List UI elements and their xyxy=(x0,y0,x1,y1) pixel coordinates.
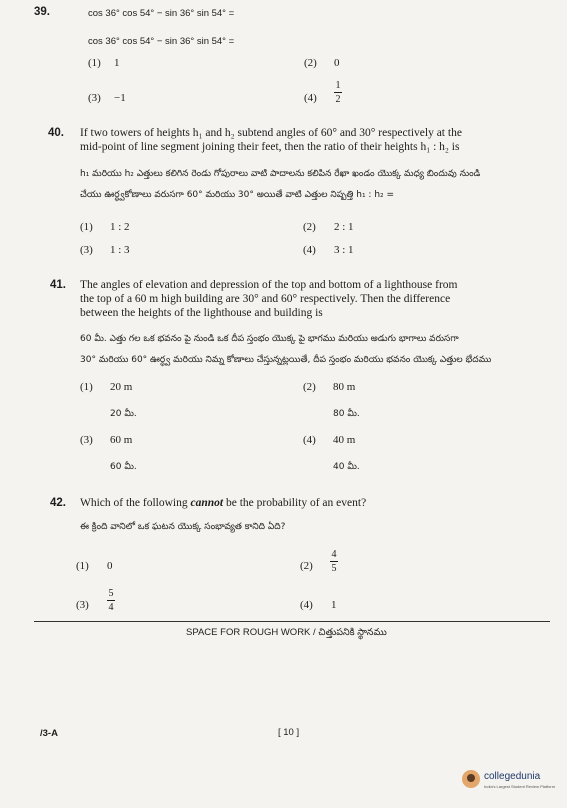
fraction xyxy=(334,80,342,105)
option-value-telugu: 20 మీ. xyxy=(110,409,137,419)
question-text-telugu: cos 36° cos 54° − sin 36° sin 54° = xyxy=(88,36,235,47)
option-label: (3) xyxy=(80,434,93,446)
page-number: [ 10 ] xyxy=(278,727,300,738)
question-text: cos 36° cos 54° − sin 36° sin 54° = xyxy=(88,8,235,19)
question-text-post: be the probability of an event? xyxy=(223,497,367,509)
fraction-numerator: 4 xyxy=(331,549,337,560)
option-value-telugu: 80 మీ. xyxy=(333,409,360,419)
fraction-denominator: 4 xyxy=(108,602,114,613)
question-text-emphasis: cannot xyxy=(190,497,224,509)
option-value: 0 xyxy=(334,57,340,69)
question-text-telugu-line: h₁ మరియు h₂ ఎత్తులు కలిగిన రెండు గోపురాలు వాటి పాదాలను కలిపిన రేఖా ఖండం యొక్క మధ్య బిందువు నుండి xyxy=(80,169,481,179)
booklet-code: /3-A xyxy=(40,728,58,739)
option-value-telugu: 40 మీ. xyxy=(333,462,360,472)
option-label: (2) xyxy=(303,221,316,233)
option-value-telugu: 60 మీ. xyxy=(110,462,137,472)
question-text-pre: Which of the following xyxy=(80,497,191,509)
question-text-line: The angles of elevation and depression of the top and bottom of a lighthouse from xyxy=(80,279,458,291)
option-label: (4) xyxy=(300,599,313,611)
fraction xyxy=(330,549,338,574)
option-label: (1) xyxy=(80,381,93,393)
option-label: (4) xyxy=(304,92,317,104)
watermark-brand: collegedunia xyxy=(484,771,541,782)
question-text-telugu-line: చేయు ఊర్ధ్వకోణాలు వరుసగా 60° మరియు 30° అయితే వాటి ఎత్తుల నిష్పత్తి h₁ : h₂ = xyxy=(80,190,395,200)
watermark xyxy=(462,770,480,788)
option-label: (1) xyxy=(76,560,89,572)
option-label: (3) xyxy=(80,244,93,256)
fraction-numerator: 5 xyxy=(108,588,114,599)
option-label: (2) xyxy=(300,560,313,572)
question-text-telugu-line: 60 మీ. ఎత్తు గల ఒక భవనం పై నుండి ఒక దీప స్తంభం యొక్క పై భాగము మరియు అడుగు భాగాలు వరుసగా xyxy=(80,334,459,344)
fraction-denominator: 5 xyxy=(331,563,337,574)
question-text-telugu: ఈ క్రింది వానిలో ఒక ఘటన యొక్క సంభావ్యత కానిది ఏది? xyxy=(80,522,286,532)
option-label: (2) xyxy=(304,57,317,69)
question-text-line: mid-point of line segment joining their feet, then the ratio of their heights h₁ : h₂ is xyxy=(80,141,460,153)
question-text-telugu-line: 30° మరియు 60° ఊర్ధ్వ మరియు నిమ్న కోణాలు చేస్తున్నట్లయితే, దీప స్తంభం మరియు భవనం యొక్క ఎత్తుల భేదము xyxy=(80,355,492,365)
option-value: 2 : 1 xyxy=(334,221,354,233)
question-number: 41. xyxy=(50,279,66,291)
option-value: 3 : 1 xyxy=(334,244,354,256)
option-value: 20 m xyxy=(110,381,133,393)
option-value: −1 xyxy=(114,92,126,104)
option-value: 60 m xyxy=(110,434,133,446)
divider xyxy=(34,621,550,622)
question-text-line: If two towers of heights h₁ and h₂ subtend angles of 60° and 30° respectively at the xyxy=(80,127,462,139)
option-label: (3) xyxy=(76,599,89,611)
option-value: 1 xyxy=(331,599,337,611)
option-label: (4) xyxy=(303,434,316,446)
fraction-denominator: 2 xyxy=(335,94,341,105)
option-value: 1 : 2 xyxy=(110,221,130,233)
fraction xyxy=(107,588,115,613)
question-number: 39. xyxy=(34,6,50,18)
option-value: 80 m xyxy=(333,381,356,393)
option-value: 1 : 3 xyxy=(110,244,130,256)
option-label: (1) xyxy=(88,57,101,69)
option-label: (3) xyxy=(88,92,101,104)
watermark-tagline: India's Largest Student Review Platform xyxy=(484,784,556,789)
question-text-line: the top of a 60 m high building are 30° and 60° respectively. Then the difference xyxy=(80,293,451,305)
option-value: 40 m xyxy=(333,434,356,446)
option-value: 1 xyxy=(114,57,120,69)
rough-work-label: SPACE FOR ROUGH WORK / చిత్తుపనికి స్థానము xyxy=(186,627,387,638)
question-number: 40. xyxy=(48,127,64,139)
question-number: 42. xyxy=(50,497,66,509)
option-label: (1) xyxy=(80,221,93,233)
fraction-numerator: 1 xyxy=(335,80,341,91)
option-label: (2) xyxy=(303,381,316,393)
question-text xyxy=(80,497,366,510)
logo-icon xyxy=(462,770,480,788)
option-value: 0 xyxy=(107,560,113,572)
option-label: (4) xyxy=(303,244,316,256)
question-text-line: between the heights of the lighthouse and building is xyxy=(80,307,323,319)
